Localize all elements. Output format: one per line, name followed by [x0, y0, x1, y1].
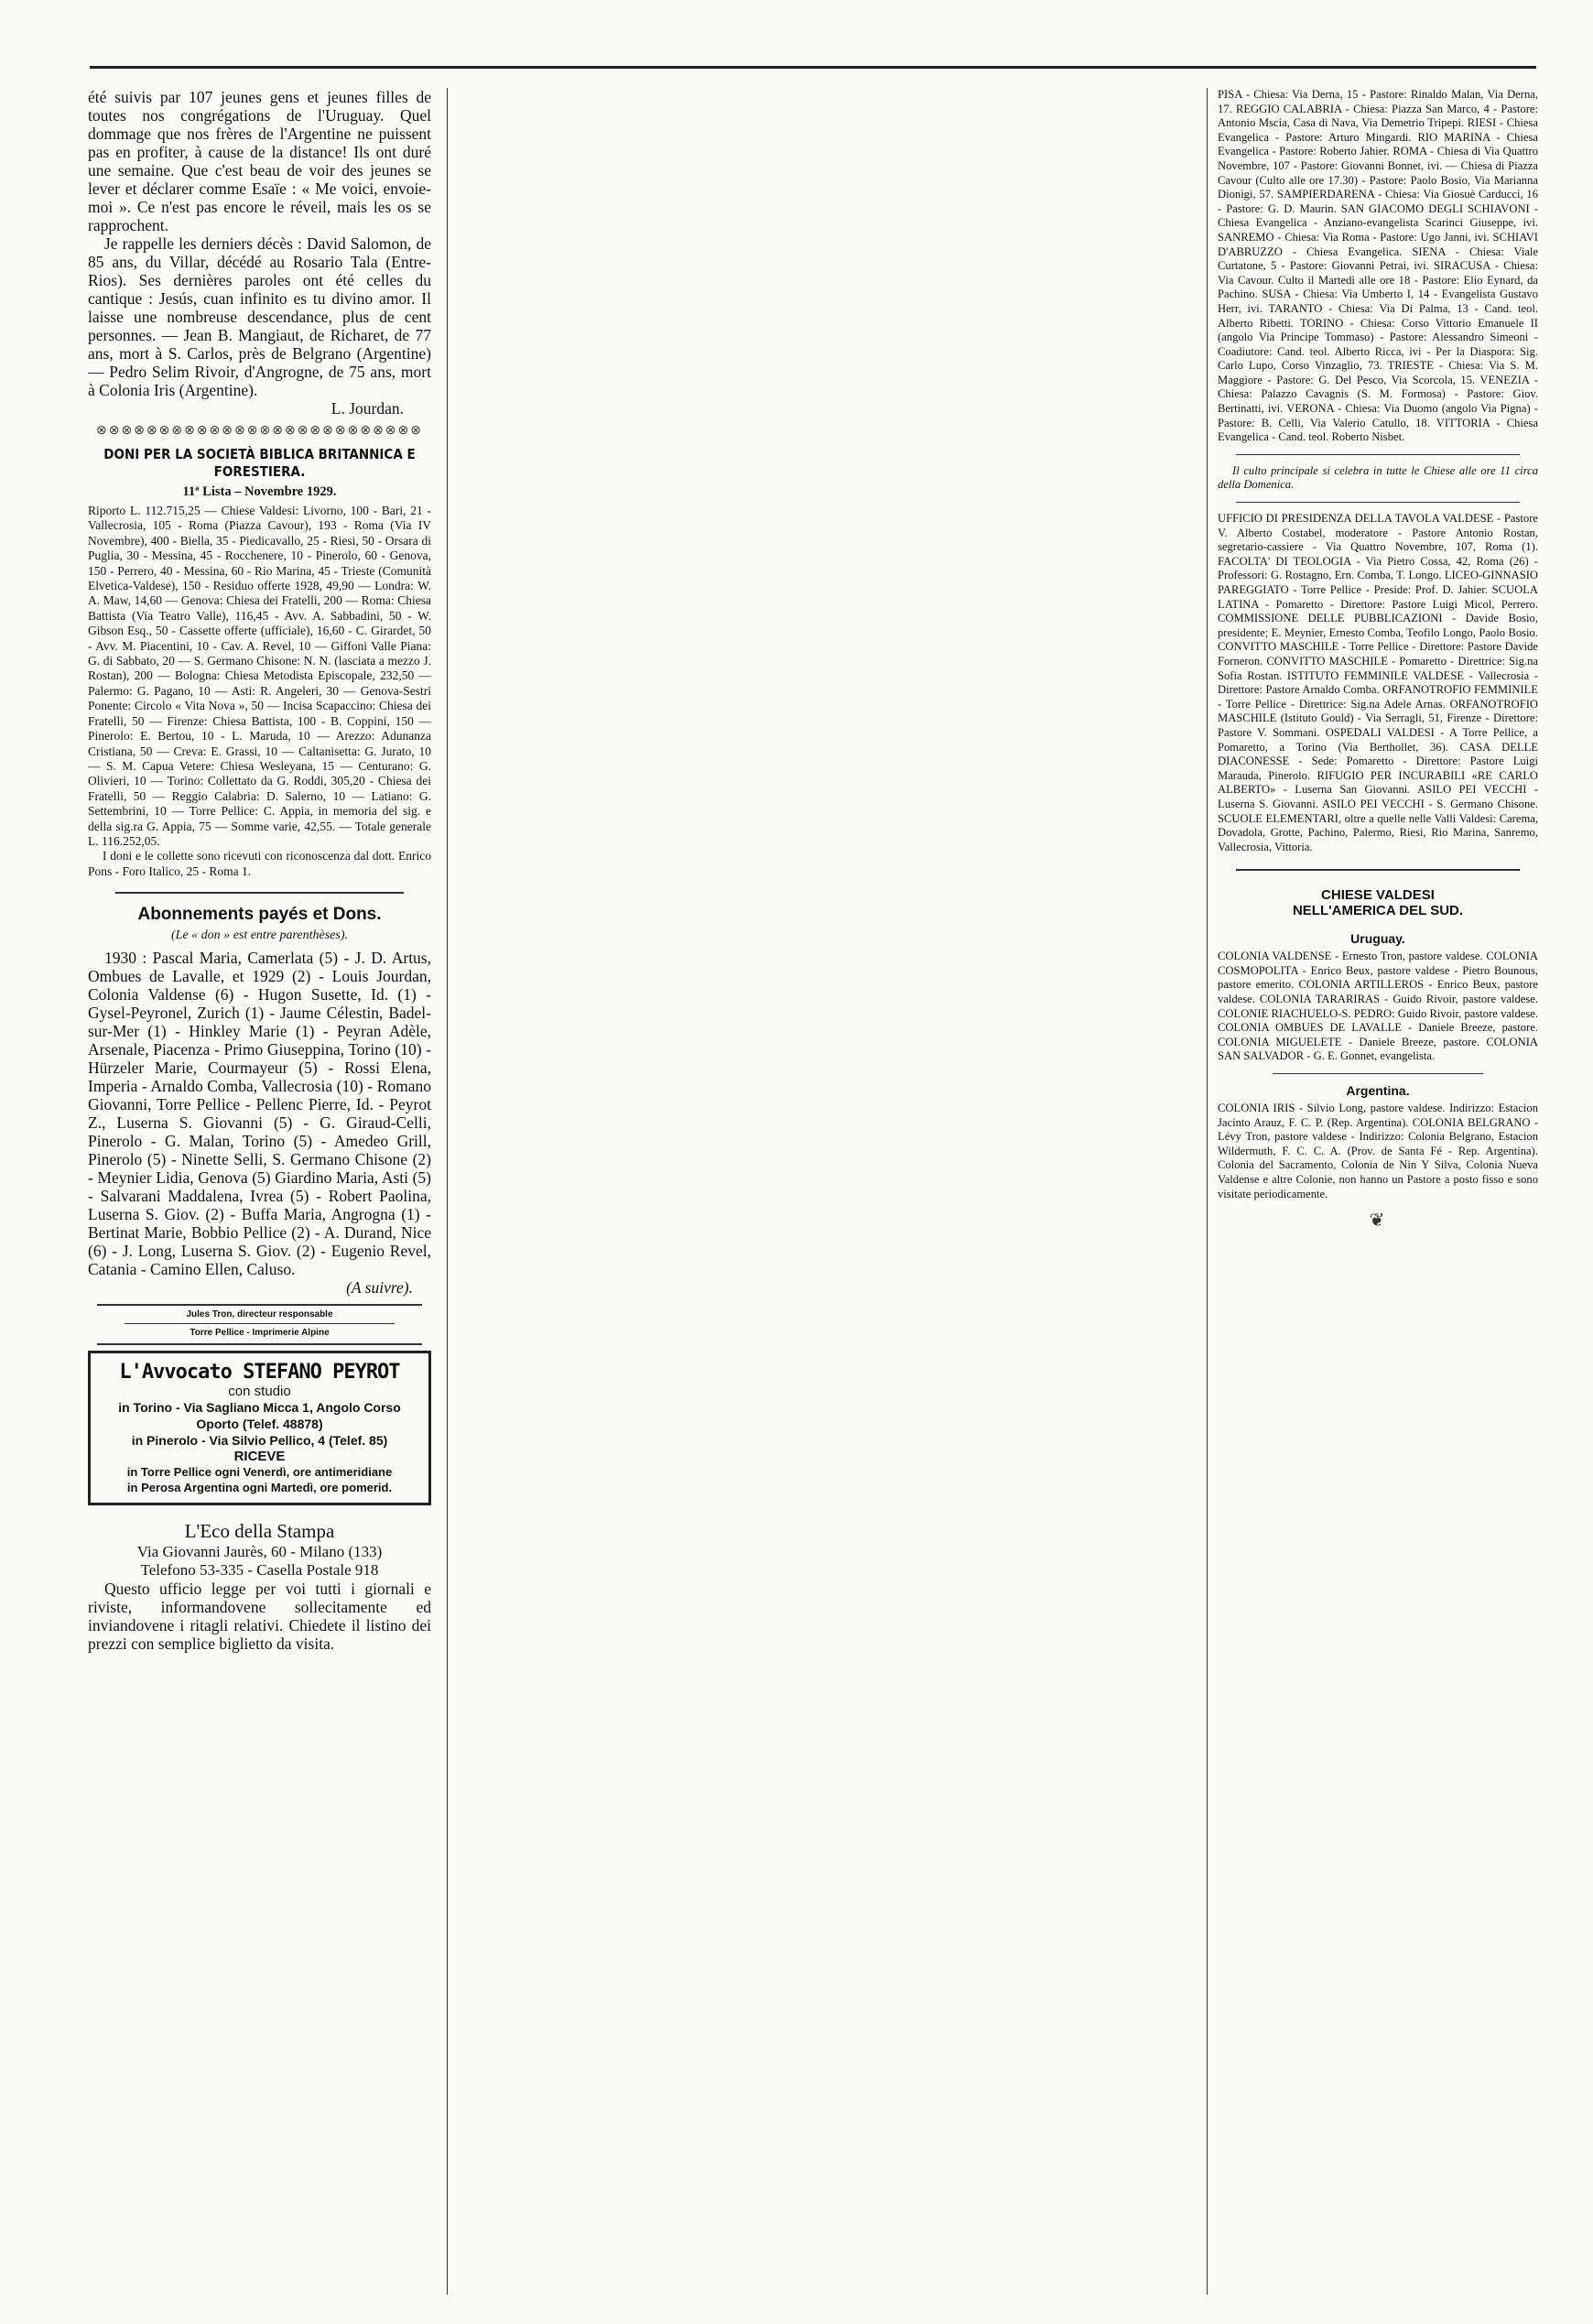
abon-note: (Le « don » est entre parenthèses). [171, 929, 348, 943]
column-rule-2 [1207, 88, 1208, 2295]
avv-torino: in Torino - Via Sagliano Micca 1, Angolo Corso Oporto (Telef. 48878) [118, 1400, 401, 1432]
doni-note: I doni e le collette sono ricevuti con riconoscenza dal dott. Enrico Pons - Foro Italico, 25 - Roma 1. [88, 849, 431, 878]
ornament-divider: ⊗⊗⊗⊗⊗⊗⊗⊗⊗⊗⊗⊗⊗⊗⊗⊗⊗⊗⊗⊗⊗⊗⊗⊗⊗⊗ [96, 424, 423, 438]
culto-note: Il culto principale si celebra in tutte le Chiese alle ore 11 circa della Domenica. [1218, 463, 1538, 492]
avv-studio: con studio [228, 1384, 291, 1400]
doni-text: Riporto L. 112.715,25 — Chiese Valdesi: Livorno, 100 - Bari, 21 - Vallecrosia, 105 - Roma (Piazza Cavour), 193 - Roma (Via IV Novembre), 400 - Biella, 35 - Piedicavallo, 25 - Riesi, 50 - Orsara di Puglia, 30 - Messina, 45 - Rocchenere, 10 - Pinerolo, 60 - Genova, 150 - Perrero, 40 - Messina, 60 - Rio Marina, 45 - Trieste (Comunità Elvetica-Valdese), 150 - Residuo offerte 1928, 49,90 — Londra: W. A. Maw, 14,60 — Genova: Chiesa dei Fratelli, 200 — Roma: Chiesa Battista (Via Teatro Valle), 116,45 - Avv. A. Sabbadini, 50 - W. Gibson Esq., 50 - Cassette offerte (ufficiale), 16,60 - C. Girardet, 50 - Avv. M. Piacentini, 10 - Cav. A. Revel, 10 — Giffoni Valle Piana: G. di Sabbato, 20 — S. Germano Chisone: N. N. (lasciata a mezzo J. Rostan), 200 — Bologna: Chiesa Metodista Episcopale, 232,50 — Palermo: G. Pagano, 10 — Asti: R. Angeleri, 30 — Genova-Sestri Ponente: Circolo « Vita Nova », 50 — Incisa Scapaccino: Chiesa dei Fratelli, 50 — Firenze: Chiesa Battista, 100 - B. Coppini, 150 — Pinerolo: E. Bertou, 10 - L. Maruda, 10 — Arezzo: Adunanza Cristiana, 50 — Creva: E. Grassi, 10 — Caltanisetta: G. Jurato, 10 — S. M. Capua Vetere: Chiesa Wesleyana, 15 — Centurano: G. Olivieri, 10 — Torino: Collettato da G. Roddi, 305,20 - Chiesa dei Fratelli, 50 — Reggio Calabria: D. Salerno, 10 — Latiano: G. Settembrini, 10 — Torre Pellice: C. Appia, in memoria del sig. e della sig.ra G. Appia, 75 — Somme varie, 42,55. — Totale generale L. 116.252,05. [88, 504, 431, 848]
column-rule-1 [447, 88, 448, 2295]
eco-title: L'Eco della Stampa [184, 1520, 335, 1543]
column-left [88, 88, 431, 1653]
gerant-line: Jules Tron, directeur responsable [186, 1309, 333, 1320]
top-rule [90, 66, 1536, 69]
america-title1: CHIESE VALDESI [1321, 887, 1435, 904]
eco-addr1: Via Giovanni Jaurès, 60 - Milano (133) [136, 1543, 383, 1561]
divider [1236, 502, 1520, 503]
avv-perosa: in Perosa Argentina ogni Martedì, ore pomerid. [126, 1481, 393, 1495]
doni-title: DONI PER LA SOCIETÀ BIBLICA BRITANNICA E FORESTIERA. [103, 446, 416, 480]
avvocato-ad [88, 1351, 431, 1505]
uruguay-text: COLONIA VALDENSE - Ernesto Tron, pastore valdese. COLONIA COSMOPOLITA - Enrico Beux, pastore valdese - Pietro Bounous, pastore emerito. COLONIA ARTILLEROS - Enrico Beux, pastore valdese. COLONIA TARARIRAS - Guido Rivoir, pastore valdese. COLONIE RIACHUELO-S. PEDRO: Guido Rivoir, pastore valdese. COLONIA OMBUES DE LAVALLE - Daniele Breeze, pastore. COLONIA MIGUELETE - Daniele Breeze, pastore. COLONIA SAN SALVADOR - G. E. Gonnet, evangelista. [1218, 950, 1538, 1063]
avv-title: L'Avvocato STEFANO PEYROT [119, 1361, 400, 1385]
divider [97, 1304, 422, 1306]
divider [1236, 454, 1520, 455]
divider [97, 1343, 422, 1345]
argentina-title: Argentina. [1346, 1083, 1410, 1099]
intro-paragraph: été suivis par 107 jeunes gens et jeunes filles de toutes nos congrégations de l'Uruguay. Quel dommage que nos frères de l'Argentine ne puissent pas en profiter, à cause de la distance! Ils ont duré une semaine. Que c'est beau de voir des jeunes se lever et déclarer comme Esaïe : « Me voici, envoie-moi ». Ce n'est pas encore le réveil, mais les os se rapprochent. [88, 88, 431, 234]
america-title2: NELL'AMERICA DEL SUD. [1292, 903, 1464, 919]
argentina-text: COLONIA IRIS - Silvio Long, pastore valdese. Indirizzo: Estacion Jacinto Arauz, F. C. P. (Rep. Argentina). COLONIA BELGRANO - Lévy Tron, pastore valdese - Indirizzo: Colonia Belgrano, Estacion Wildermuth, F. C. C. A. (Prov. de Santa Fé - Rep. Argentina). Colonia del Sacramento, Colonia de Nin Y Silva, Colonia Nueva Valdense e altre Colonie, non hanno un Pastore a posto fisso e sono visitate periodicamente. [1218, 1102, 1538, 1200]
abon-text: 1930 : Pascal Maria, Camerlata (5) - J. D. Artus, Ombues de Lavalle, et 1929 (2) - Louis Jourdan, Colonia Valdense (6) - Hugon Susette, Id. (1) - Gysel-Peyronel, Zurich (1) - Jaume Célestin, Badel-sur-Mer (1) - Hinkley Marie (1) - Peyran Adèle, Arsenale, Piacenza - Primo Giuseppina, Torino (10) - Hürzeler Marie, Courmayeur (5) - Rossi Elena, Imperia - Arnaldo Comba, Vallecrosia (10) - Romano Giovanni, Torre Pellice - Pellenc Pierre, Id. - Peyrot Z., Luserna S. Giovanni (5) - G. Giraud-Celli, Pinerolo - G. Malan, Torino (5) - Amedeo Grill, Pinerolo (5) - Ninette Selli, S. Germano Chisone (2) - Meynier Lidia, Genova (5) Giardino Maria, Asti (5) - Salvarani Maddalena, Ivrea (5) - Robert Paolina, Luserna S. Giov. (2) - Buffa Maria, Angrogna (1) - Bertinat Marie, Bobbio Pellice (2) - A. Durand, Nice (6) - J. Long, Luserna S. Giov. (2) - Eugenio Revel, Catania - Camino Ellen, Caluso. [88, 949, 431, 1279]
imprimerie-line: Torre Pellice - Imprimerie Alpine [190, 1328, 330, 1339]
column-right [1218, 88, 1538, 1237]
divider [1236, 869, 1520, 871]
avv-pinerolo: in Pinerolo - Via Silvio Pellico, 4 (Telef. 85) [131, 1433, 388, 1449]
divider [1273, 1073, 1483, 1074]
divider [115, 892, 404, 894]
ornament-icon: ❦ [1369, 1211, 1387, 1232]
avv-riceve: RICEVE [233, 1449, 286, 1465]
avv-tp: in Torre Pellice ogni Venerdì, ore antimeridiane [126, 1465, 393, 1480]
signature: L. Jourdan. [331, 399, 404, 418]
abon-title: Abonnements payés et Dons. [137, 905, 382, 925]
doni-subtitle: 11ª Lista – Novembre 1929. [182, 484, 337, 499]
uffici-list: UFFICIO DI PRESIDENZA DELLA TAVOLA VALDESE - Pastore V. Alberto Costabel, moderatore - Pastore Antonio Rostan, segretario-cassiere - Via Quattro Novembre, 107, Roma (1). FACOLTA' DI TEOLOGIA - Via Pietro Cossa, 42, Roma (26) - Professori: G. Rostagno, Ern. Comba, T. Longo. LICEO-GINNASIO PAREGGIATO - Torre Pellice - Preside: Prof. D. Jahier. SCUOLA LATINA - Pomaretto - Direttore: Pastore Luigi Micol, Perrero. COMMISSIONE DELLE PUBBLICAZIONI - Davide Bosio, presidente; E. Meynier, Ernesto Comba, Teofilo Longo, Paolo Bosio. CONVITTO MASCHILE - Torre Pellice - Direttore: Pastore Davide Forneron. CONVITTO MASCHILE - Pomaretto - Direttrice: Sig.na Sofia Rostan. ISTITUTO FEMMINILE VALDESE - Vallecrosia - Direttore: Pastore Arnaldo Comba. ORFANOTROFIO FEMMINILE - Torre Pellice - Direttrice: Sig.na Adele Arnas. ORFANOTROFIO MASCHILE (Istituto Gould) - Via Serragli, 51, Firenze - Direttore: Pastore V. Sommani. OSPEDALI VALDESI - A Torre Pellice, a Pomaretto, a Torino (Via Berthollet, 36). CASA DELLE DIACONESSE - Sede: Pomaretto - Direttore: Pastore Luigi Marauda, Pinerolo. RIFUGIO PER INCURABILI «RE CARLO ALBERTO» - Luserna San Giovanni. ASILO PEI VECCHI - Luserna S. Giovanni. ASILO PEI VECCHI - S. Germano Chisone. SCUOLE ELEMENTARI, oltre a quelle nelle Valli Valdesi: Carema, Dovadola, Grotte, Pachino, Palermo, Riesi, Rio Marina, Sanremo, Vallecrosia, Vittoria. [1218, 512, 1538, 853]
uruguay-title: Uruguay. [1350, 931, 1405, 947]
abon-suivre: (A suivre). [346, 1278, 413, 1298]
eco-addr2: Telefono 53-335 - Casella Postale 918 [140, 1561, 379, 1580]
deaths-paragraph: Je rappelle les derniers décès : David Salomon, de 85 ans, du Villar, décédé au Rosario Tala (Entre-Rios). Ses dernières paroles ont été celles du cantique : Jesús, cuan infinito es tu divino amor. Il laisse une nombreuse descendance, plus de cent personnes. — Jean B. Mangiaut, de Richaret, de 77 ans, mort à S. Carlos, près de Belgrano (Argentine) — Pedro Selim Rivoir, d'Angrogne, de 75 ans, mort à Colonia Iris (Argentine). [88, 234, 431, 399]
churches-list: PISA - Chiesa: Via Derna, 15 - Pastore: Rinaldo Malan, Via Derna, 17. REGGIO CALABRIA - Chiesa: Piazza San Marco, 4 - Pastore: Antonio Mscia, Casa di Nava, Via Demetrio Tripepi. RIESI - Chiesa Evangelica - Pastore: Arturo Mingardi. RIO MARINA - Chiesa Evangelica - Pastore: Roberto Jahier. ROMA - Chiesa di Via Quattro Novembre, 107 - Pastore: Giovanni Bonnet, ivi. — Chiesa di Piazza Cavour (Culto alle ore 17.30) - Pastore: Paolo Bosio, Via Marianna Dionigi, 57. SAMPIERDARENA - Chiesa: Via Giosuè Carducci, 16 - Pastore: G. D. Maurin. SAN GIACOMO DEGLI SCHIAVONI - Chiesa Evangelica - Anziano-evangelista Scarinci Giuseppe, ivi. SANREMO - Chiesa: Via Roma - Pastore: Ugo Janni, ivi. SCHIAVI D'ABRUZZO - Chiesa Evangelica. SIENA - Chiesa: Viale Curtatone, 5 - Pastore: Giovanni Petrai, ivi. SIRACUSA - Chiesa: Via Cavour. Culto il Martedì alle ore 18 - Pastore: Elio Eynard, da Pachino. SUSA - Chiesa: Via Umberto I, 14 - Evangelista Gustavo Herr, ivi. TARANTO - Chiesa: Via Di Palma, 13 - Cand. teol. Alberto Ribetti. TORINO - Chiesa: Corso Vittorio Emanuele II (angolo Via Principe Tommaso) - Pastore: Alessandro Simeoni - Coadiutore: Cand. teol. Alberto Ricca, ivi - Per la Diaspora: Sig. Carlo Lupo, Corso Vinzaglio, 73. TRIESTE - Chiesa: Via S. M. Maggiore - Pastore: G. Del Pesco, Via Scorcola, 15. VENEZIA - Chiesa: Palazzo Cavagnis (S. M. Formosa) - Pastore: Giov. Bertinatti, ivi. VERONA - Chiesa: Via Duomo (angolo Via Pigna) - Pastore: B. Celli, Via Valerio Catullo, 18. VITTORIA - Chiesa Evangelica - Cand. teol. Roberto Nisbet. [1218, 88, 1538, 444]
divider [125, 1323, 395, 1324]
eco-text: Questo ufficio legge per voi tutti i giornali e riviste, informandovene sollecitamente ed inviandovene i ritagli relativi. Chiedete il listino dei prezzi con semplice biglietto da visita. [88, 1580, 431, 1654]
